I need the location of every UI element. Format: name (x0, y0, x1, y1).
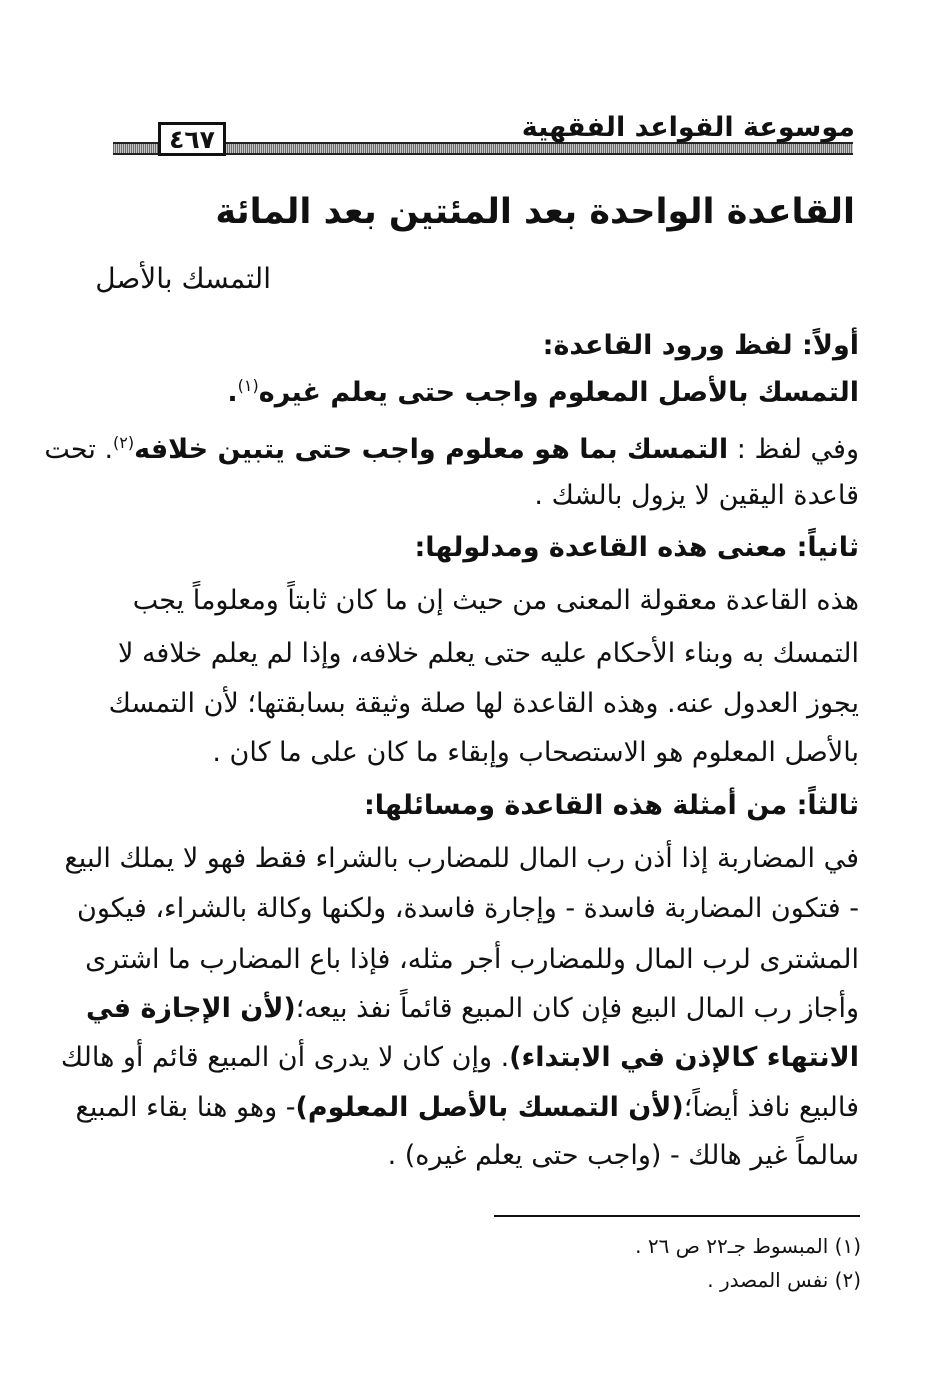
meaning-line-4: بالأصل المعلوم هو الاستصحاب وإبقاء ما كان على ما كان . (212, 737, 859, 768)
rule-title: القاعدة الواحدة بعد المئتين بعد المائة (215, 192, 855, 232)
example-line-6-prefix: فالبيع نافذ أيضاً؛ (683, 1092, 859, 1123)
example-line-5-suffix: . وإن كان لا يدرى أن المبيع قائم أو هالك (60, 1042, 510, 1073)
footnote-2: (٢) نفس المصدر . (707, 1268, 861, 1292)
rule-wording-2 (44, 433, 859, 465)
rule-subtitle: التمسك بالأصل (95, 262, 271, 295)
example-line-5-bold: الانتهاء كالإذن في الابتداء) (509, 1042, 859, 1073)
example-line-1: في المضاربة إذا أذن رب المال للمضارب بالشراء فقط فهو لا يملك البيع (64, 843, 859, 874)
footnote-ref-1: (١) (237, 376, 259, 395)
rule-wording-2-suffix: . تحت (44, 434, 114, 465)
example-line-3: المشترى لرب المال وللمضارب أجر مثله، فإذا باع المضارب ما اشترى (85, 944, 859, 975)
section-heading-3: ثالثاً: من أمثلة هذه القاعدة ومسائلها: (363, 790, 859, 821)
meaning-line-3: يجوز العدول عنه. وهذه القاعدة لها صلة وثيقة بسابقتها؛ لأن التمسك (108, 688, 859, 719)
rule-wording-2-prefix: وفي لفظ : (736, 434, 859, 465)
example-line-5 (60, 1042, 859, 1073)
example-line-4-prefix: وأجاز رب المال البيع فإن كان المبيع قائماً نفذ بيعه؛ (295, 993, 859, 1024)
rule-wording-1 (227, 376, 859, 408)
footnote-separator (494, 1215, 860, 1217)
rule-wording-2-bold: التمسك بما هو معلوم واجب حتى يتبين خلافه (134, 434, 729, 465)
rule-wording-3: قاعدة اليقين لا يزول بالشك . (534, 480, 859, 511)
meaning-line-1: هذه القاعدة معقولة المعنى من حيث إن ما كان ثابتاً ومعلوماً يجب (132, 585, 859, 616)
page-number: ٤٦٧ (158, 122, 226, 156)
footnote-ref-2: (٢) (113, 433, 135, 452)
footnote-1: (١) المبسوط جـ٢٢ ص ٢٦ . (635, 1234, 861, 1258)
rule-wording-1-text: التمسك بالأصل المعلوم واجب حتى يعلم غيره (258, 377, 859, 408)
example-line-6-bold: (لأن التمسك بالأصل المعلوم) (295, 1092, 684, 1123)
example-line-7: سالماً غير هالك - (واجب حتى يعلم غيره) . (387, 1140, 859, 1171)
example-line-6 (75, 1092, 859, 1123)
running-header-title: موسوعة القواعد الفقهية (521, 112, 855, 143)
rule-wording-2-content (44, 433, 859, 465)
example-line-6-suffix: - وهو هنا بقاء المبيع (75, 1092, 296, 1123)
section-heading-1: أولاً: لفظ ورود القاعدة: (542, 330, 859, 361)
example-line-2: - فتكون المضاربة فاسدة - وإجارة فاسدة، ولكنها وكالة بالشراء، فيكون (77, 893, 859, 924)
rule-wording-1-end: . (227, 377, 238, 408)
example-line-4-bold: (لأن الإجازة في (86, 993, 296, 1024)
section-heading-2: ثانياً: معنى هذه القاعدة ومدلولها: (414, 532, 859, 563)
example-line-4 (86, 993, 859, 1024)
meaning-line-2: التمسك به وبناء الأحكام عليه حتى يعلم خلافه، وإذا لم يعلم خلافه لا (117, 638, 859, 669)
